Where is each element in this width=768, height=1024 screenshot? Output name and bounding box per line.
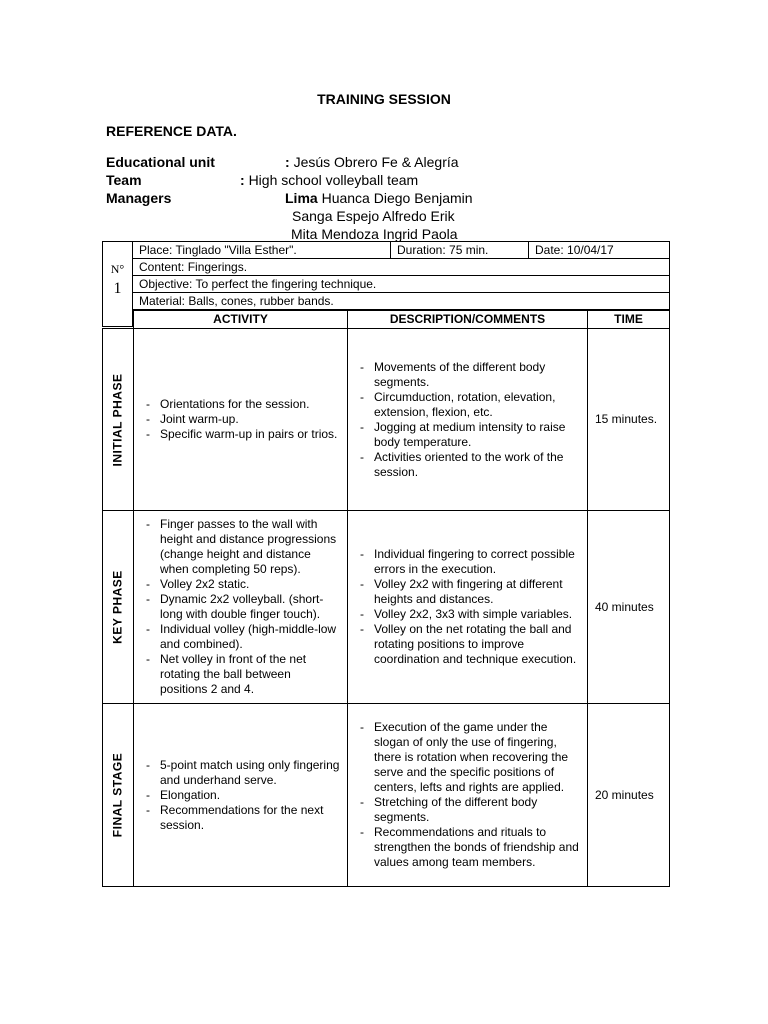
list-item: - Activities oriented to the work of the session. [360,450,581,480]
description-cell [348,704,588,887]
phase-row-key [103,511,670,704]
list-item: - Volley 2x2 static. [146,577,341,592]
description-list [348,720,587,870]
header-activity: ACTIVITY [134,311,348,329]
list-item: - Individual fingering to correct possible errors in the execution. [360,547,581,577]
list-item: - Recommendations and rituals to strengthen the bonds of friendship and values among team members. [360,825,581,870]
manager-3: Mita Mendoza Ingrid Paola [291,226,458,242]
activity-cell [134,511,348,704]
list-item: - Joint warm-up. [146,412,341,427]
activities-table [102,310,670,887]
phase-name: FINAL STAGE [110,752,125,838]
activity-list [134,517,347,697]
list-item: - Net volley in front of the net rotating the ball between positions 2 and 4. [146,652,341,697]
list-item: - Circumduction, rotation, elevation, extension, flexion, etc. [360,390,581,420]
content-cell: Content: Fingerings. [133,259,670,276]
activity-list [134,758,347,833]
description-cell [348,511,588,704]
time-cell: 20 minutes [588,704,670,887]
phase-label-cell [103,704,134,887]
list-item: - Dynamic 2x2 volleyball. (short-long with double finger touch). [146,592,341,622]
activity-cell [134,704,348,887]
reference-heading: REFERENCE DATA. [106,123,237,139]
list-item: - Recommendations for the next session. [146,803,341,833]
objective-cell: Objective: To perfect the fingering technique. [133,276,670,293]
phase-label-cell [103,511,134,704]
time-cell: 40 minutes [588,511,670,704]
list-item: - 5-point match using only fingering and underhand serve. [146,758,341,788]
phase-row-final [103,704,670,887]
list-item: - Execution of the game under the slogan of only the use of fingering, there is rotation when recovering the serve and the specific positions of centers, lefts and rights are applied. [360,720,581,795]
managers-label: Managers [106,190,172,206]
manager-1: Lima Huanca Diego Benjamin [285,190,473,206]
list-item: - Volley 2x2, 3x3 with simple variables. [360,607,581,622]
phase-name: KEY PHASE [110,570,125,644]
material-cell: Material: Balls, cones, rubber bands. [133,293,670,310]
list-item: - Finger passes to the wall with height and distance progressions (change height and distance when completing 50 reps). [146,517,341,577]
phase-label-cell [103,329,134,511]
header-description: DESCRIPTION/COMMENTS [348,311,588,329]
list-item: - Elongation. [146,788,341,803]
document-title: TRAINING SESSION [317,91,451,107]
session-info-table [132,241,670,310]
list-item: - Volley 2x2 with fingering at different heights and distances. [360,577,581,607]
session-number-label: N° [110,262,125,276]
phase-name: INITIAL PHASE [110,373,125,466]
description-list [348,547,587,667]
time-cell: 15 minutes. [588,329,670,511]
team-value: : High school volleyball team [240,172,419,188]
date-cell: Date: 10/04/17 [529,242,670,259]
manager-2: Sanga Espejo Alfredo Erik [292,208,455,224]
list-item: - Orientations for the session. [146,397,341,412]
place-cell: Place: Tinglado "Villa Esther". [133,242,391,259]
list-item: - Movements of the different body segments. [360,360,581,390]
list-item: - Individual volley (high-middle-low and combined). [146,622,341,652]
team-label: Team [106,172,142,188]
list-item: - Stretching of the different body segments. [360,795,581,825]
corner-cell [103,311,134,329]
activity-cell [134,329,348,511]
header-time: TIME [588,311,670,329]
educational-unit-label: Educational unit [106,154,215,170]
duration-cell: Duration: 75 min. [391,242,529,259]
educational-unit-value: : Jesús Obrero Fe & Alegría [285,154,459,170]
description-list [348,360,587,480]
phase-row-initial [103,329,670,511]
list-item: - Volley on the net rotating the ball and rotating positions to improve coordination and technique execution. [360,622,581,667]
list-item: - Jogging at medium intensity to raise body temperature. [360,420,581,450]
session-number-value: 1 [113,280,122,297]
activity-list [134,397,347,442]
list-item: - Specific warm-up in pairs or trios. [146,427,341,442]
description-cell [348,329,588,511]
